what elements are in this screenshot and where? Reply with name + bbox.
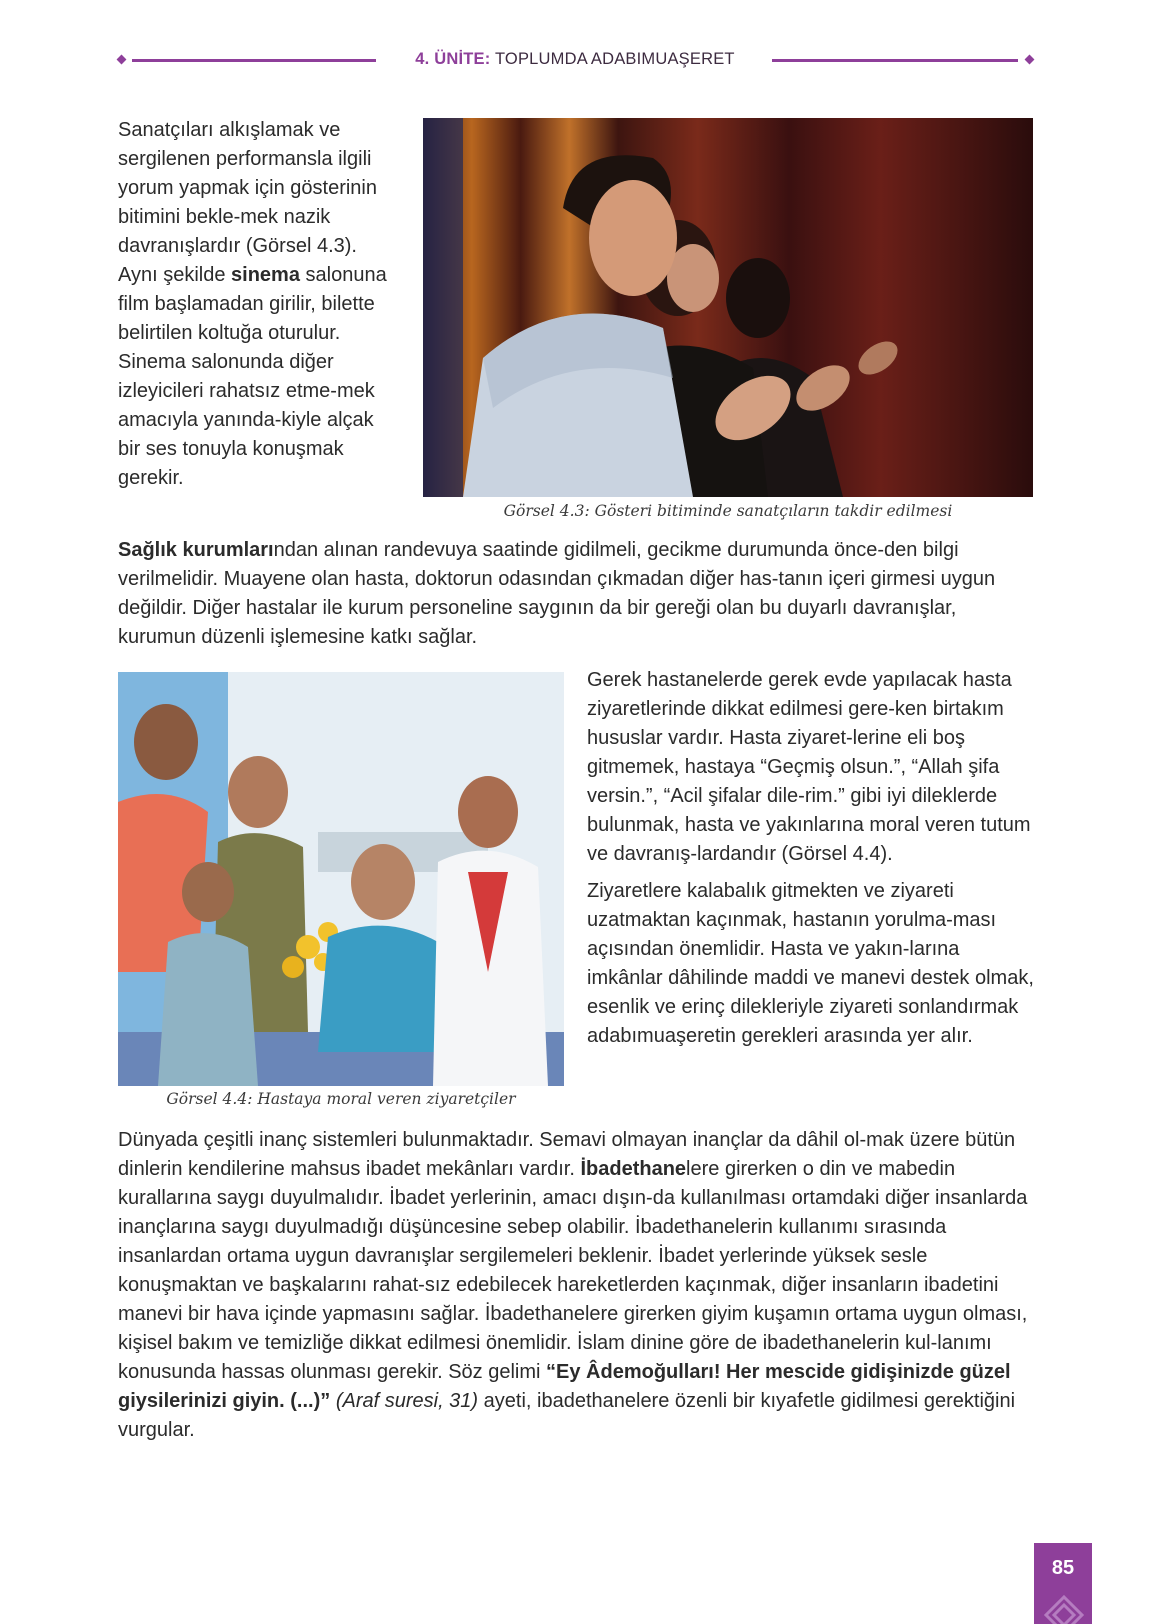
page-header [118,46,1033,76]
verse-reference: (Araf suresi, 31) [330,1390,479,1412]
worship-text-3: ayeti, ibadethanelere özenli bir kıyafetle gidilmesi gerektiğini vurgular. [118,1390,1016,1441]
unit-label: 4. ÜNİTE: [415,50,491,68]
page-number-box [1034,1543,1092,1624]
header-rule-left [132,59,376,62]
health-bold: Sağlık kurumları [118,539,274,561]
health-institutions-paragraph [118,536,1036,652]
header-diamond-left [117,55,127,65]
cinema-text-b: salonuna film başlamadan girilir, bilette belirtilen koltuğa oturulur. Sinema salonunda diğer izleyicileri rahatsız etme-mek amacıyla yanında-kiyle alçak bir ses tonuyla konuşmak gerekir. [118,264,387,489]
health-text: ndan alınan randevuya saatinde gidilmeli, gecikme durumunda önce-den bilgi verilmelidir. Muayene olan hasta, doktorun odasından çıkmadan diğer has-tanın içeri girmesi uygun değildir. Diğer hastalar ile kurum personeline saygının da bir gereği olan bu duyarlı davranışlar, kurumun düzenli işlemesine katkı sağlar. [118,539,996,648]
worship-text-2: lere girerken o din ve mabedin kurallarına saygı duyulmalıdır. İbadet yerlerinin, amacı dışın-da kullanılması ortamdaki diğer insanlarda inançlarına saygı duyulmadığı düşüncesine sebep olabilir. İbadethanelerin kullanımı sırasında insanlardan ortama uygun davranışlar sergilemeleri beklenir. İbadet yerlerinde yüksek sesle konuşmaktan ve başkalarını rahat-sız edebilecek hareketlerden kaçınmak, diğer insanların ibadetini manevi bir hava içinde yapmasını sağlar. İbadethanelere girerken giyim kuşamın ortama uygun olması, kişisel bakım ve temizliğe dikkat edilmesi önemlidir. İslam dinine göre de ibadethanelerin kul-lanımı konusunda hassas olunması gerekir. Söz gelimi [118,1158,1028,1383]
page-number: 85 [1051,1557,1075,1579]
visit-paragraph-1: Gerek hastanelerde gerek evde yapılacak hasta ziyaretlerinde dikkat edilmesi gere-ken birtakım hususlar vardır. Hasta ziyaret-lerine eli boş gitmemek, hastaya “Geçmiş olsun.”, “Allah şifa versin.”, “Acil şifalar dile-rim.” gibi iyi dileklerde bulunmak, hasta ve yakınlarına moral veren tutum ve davranış-lardandır (Görsel 4.4). [587,669,1031,865]
worship-text-1: Dünyada çeşitli inanç sistemleri bulunmaktadır. Semavi olmayan inançlar da dâhil ol-mak üzere bütün dinlerin kendilerine mahsus ibadet mekânları vardır. [118,1129,1016,1180]
audience-applause-illustration [423,118,1033,497]
ornament-icon [1044,1595,1084,1624]
worship-places-paragraph [118,1126,1036,1445]
header-title [378,50,772,69]
hospital-visit-text [587,666,1037,1051]
header-rule-right [772,59,1018,62]
hospital-visit-illustration [118,672,564,1086]
header-diamond-right [1025,55,1035,65]
figure-4-3-caption: Görsel 4.3: Gösteri bitiminde sanatçıların takdir edilmesi [503,502,953,520]
cinema-text-a: Sanatçıları alkışlamak ve sergilenen performansla ilgili yorum yapmak için gösterinin bitimini bekle-mek nazik davranışlardır (Görsel 4.3). Aynı şekilde [118,119,377,286]
visit-paragraph-2: Ziyaretlere kalabalık gitmekten ve ziyareti uzatmaktan kaçınmak, hastanın yorulma-ması açısından önemlidir. Hasta ve yakın-larına imkânlar dâhilinde maddi ve manevi destek olmak, esenlik ve erinç dilekleriyle ziyareti sonlandırmak adabımuaşeretin gerekleri arasında yer alır. [587,880,1034,1047]
cinema-bold: sinema [231,264,300,286]
worship-bold: İbadethane [580,1158,687,1180]
verse-quote: “Ey Âdemoğulları! Her mescide gidişinizde güzel giysilerinizi giyin. (...)” [118,1361,1011,1412]
unit-title: TOPLUMDA ADABIMUAŞERET [494,50,735,68]
figure-4-4-caption: Görsel 4.4: Hastaya moral veren ziyaretçiler [166,1090,516,1108]
audience-applause-photo [423,118,1033,497]
hospital-visit-photo [118,672,564,1086]
cinema-paragraph [118,116,400,493]
